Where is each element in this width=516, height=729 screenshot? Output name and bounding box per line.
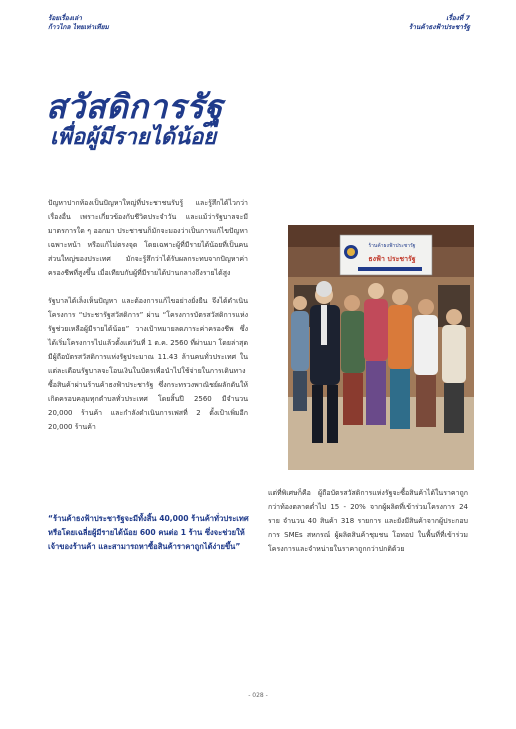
chapter-title: ร้านค้าธงฟ้าประชารัฐ [408, 23, 470, 31]
chapter-number: เรื่องที่ 7 [446, 14, 470, 22]
left-column [48, 196, 248, 448]
pull-quote: “ร้านค้าธงฟ้าประชารัฐจะมีทั้งสิ้น 40,000 ร้านค้าทั่วประเทศหรือโดยเฉลี่ยผู้มีรายได้น้อย 600 คนต่อ 1 ร้าน ซึ่งจะช่วยให้เจ้าของร้านค้า และสามารถหาซื้อสินค้าราคาถูกได้ง่ายขึ้น” [48, 514, 249, 552]
right-column [268, 486, 468, 556]
paragraph-1: ปัญหาปากท้องเป็นปัญหาใหญ่ที่ประชาชนรับรู้ และรู้สึกได้ไวกว่าเรื่องอื่น เพราะเกี่ยวข้องกับชีวิตประจำวัน และแม้ว่ารัฐบาลจะมีมาตรการใด ๆ ออกมา ประชาชนก็มักจะมองว่าเป็นการแก้ไขปัญหาเฉพาะหน้า หรือแก้ไม่ตรงจุด โดยเฉพาะผู้ที่มีรายได้น้อยที่เป็นคนส่วนใหญ่ของประเทศ มักจะรู้สึกว่าได้รับผลกระทบจากปัญหาค่าครองชีพที่สูงขึ้น เมื่อเทียบกับผู้ที่มีรายได้ปานกลางถึงรายได้สูง [48, 199, 248, 278]
page-number: - 028 - [248, 692, 268, 699]
series-subtitle: ก้าวไกล ไทยเท่าเทียม [48, 23, 109, 31]
running-header-right [409, 14, 470, 32]
running-header-left [48, 14, 109, 32]
article-title: สวัสดิการรัฐ [46, 87, 223, 126]
store-opening-photo [288, 225, 474, 470]
sign-text-1: ร้านค้าธงฟ้าประชารัฐ [368, 243, 416, 249]
sign-text-2: ธงฟ้า ประชารัฐ [368, 255, 416, 263]
paragraph-2: รัฐบาลได้เล็งเห็นปัญหา และต้องการแก้ไขอย่างยั่งยืน จึงได้ดำเนินโครงการ “ประชารัฐสวัสดิการ” ผ่าน “โครงการบัตรสวัสดิการแห่งรัฐช่วยเหลือผู้มีรายได้น้อย” วางเป้าหมายลดภาระค่าครองชีพ ซึ่งได้เริ่มโครงการไปแล้วตั้งแต่วันที่ 1 ต.ค. 2560 ที่ผ่านมา โดยล่าสุดมีผู้ถือบัตรสวัสดิการแห่งรัฐประมาณ 11.43 ล้านคนทั่วประเทศ ในแต่ละเดือนรัฐบาลจะโอนเงินในบัตรเพื่อนำไปใช้จ่ายในการเดินทาง ซื้อสินค้าผ่านร้านค้าธงฟ้าประชารัฐ ซึ่งกระทรวงพาณิชย์ผลักดันให้เกิดครอบคลุมทุกตำบลทั่วประเทศ โดยสิ้นปี 2560 มีจำนวน 20,000 ร้านค้า และกำลังดำเนินการเฟสที่ 2 ตั้งเป้าเพิ่มอีก 20,000 ร้านค้า [48, 296, 248, 432]
paragraph-3: แต่ที่พิเศษก็คือ ผู้ถือบัตรสวัสดิการแห่งรัฐจะซื้อสินค้าได้ในราคาถูกกว่าท้องตลาดต่ำไป 15 - 20% จากผู้ผลิตที่เข้าร่วมโครงการ 24 ราย จำนวน 40 สินค้า 318 รายการ และยังมีสินค้าจากผู้ประกอบการ SMEs สหกรณ์ ผู้ผลิตสินค้าชุมชน โอทอป ในพื้นที่ที่เข้าร่วมโครงการและจำหน่ายในราคาถูกกว่าปกติด้วย [268, 489, 468, 554]
article-subtitle: เพื่อผู้มีรายได้น้อย [50, 125, 217, 150]
series-title: ร้อยเรื่องเล่า [48, 14, 82, 22]
